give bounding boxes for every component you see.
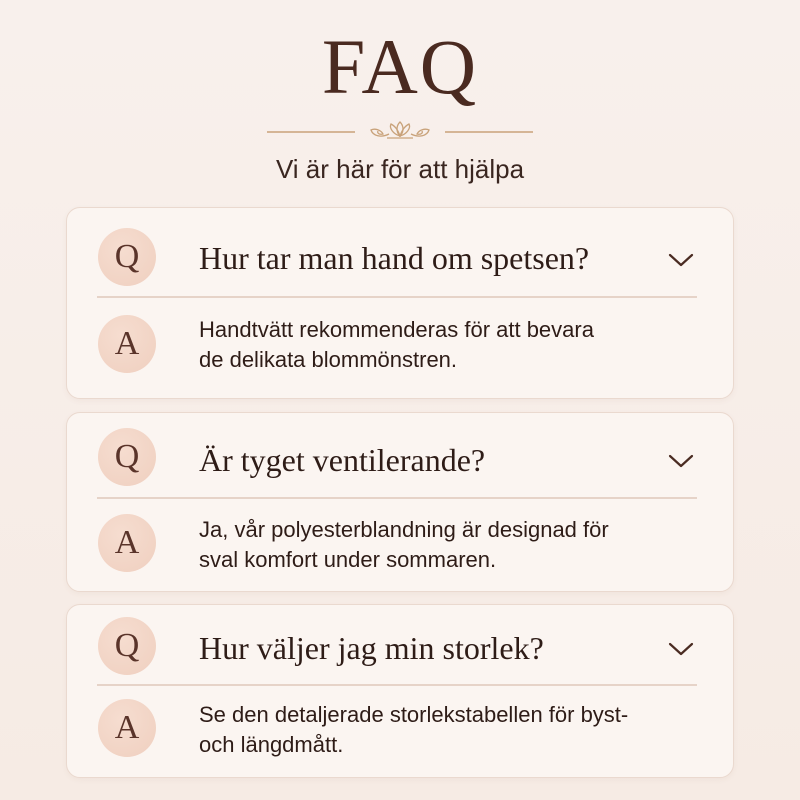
faq-answer-line: Se den detaljerade storlekstabellen för byst- [199,702,629,727]
chevron-down-icon[interactable] [668,641,694,657]
faq-answer-line: sval komfort under sommaren. [199,547,497,572]
question-badge: Q [98,228,156,286]
page-title: FAQ [321,23,479,110]
question-badge: Q [98,617,156,675]
faq-question[interactable]: Är tyget ventilerande? [199,442,486,478]
faq-answer [199,515,679,575]
chevron-down-icon[interactable] [668,453,694,469]
faq-item-3 [66,604,734,778]
faq-answer-line: Ja, vår polyesterblandning är designad för [199,517,609,542]
answer-badge: A [98,315,156,373]
faq-divider [97,684,697,686]
chevron-down-icon[interactable] [668,252,694,268]
faq-question[interactable]: Hur tar man hand om spetsen? [199,240,590,276]
question-badge: Q [98,428,156,486]
answer-badge: A [98,699,156,757]
page-subtitle: Vi är här för att hjälpa [275,154,525,184]
faq-answer-line: de delikata blommönstren. [199,347,458,372]
faq-divider [97,497,697,499]
answer-badge: A [98,514,156,572]
faq-answer-line: Handtvätt rekommenderas för att bevara [199,317,594,342]
faq-divider [97,296,697,298]
faq-answer [199,700,679,760]
faq-question[interactable]: Hur väljer jag min storlek? [199,630,544,666]
floral-ornament-icon [265,118,535,146]
faq-answer-line: och längdmått. [199,732,344,757]
faq-item-2 [66,412,734,592]
faq-answer [199,315,679,375]
faq-item-1 [66,207,734,399]
